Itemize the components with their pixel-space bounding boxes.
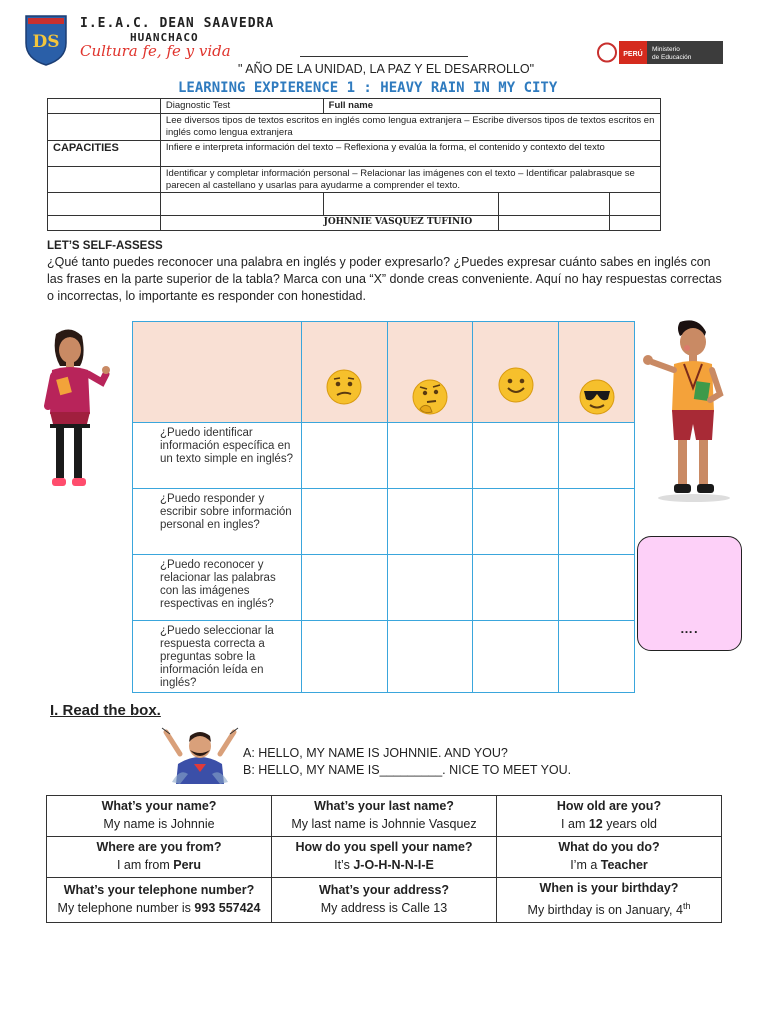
qa-answer-superscript: th <box>682 901 691 911</box>
qa-answer-text: I am <box>561 817 589 831</box>
self-answer-cell[interactable] <box>473 621 559 693</box>
qa-answer-text: My name is Johnnie <box>103 817 215 831</box>
qa-answer-text: I am from <box>116 858 174 872</box>
self-table-header-smile <box>473 322 559 423</box>
qa-answer-text: I’m a <box>570 858 601 872</box>
year-motto: " AÑO DE LA UNIDAD, LA PAZ Y EL DESARROLLO" <box>238 62 535 76</box>
self-answer-cell[interactable] <box>387 555 473 621</box>
qa-question: When is your birthday? <box>539 881 679 895</box>
gov-country: PERÚ <box>623 51 643 58</box>
teacher-avatar-illustration <box>160 724 240 784</box>
school-logo <box>22 13 70 67</box>
capacity-1: Lee diversos tipos de textos escritos en inglés como lengua extranjera – Escribe diversos tipos de textos escritos en inglés como lengua extranjera <box>160 113 660 140</box>
capacity-2: Infiere e interpreta información del texto – Reflexiona y evalúa la forma, el contenido y contexto del texto <box>160 140 660 166</box>
smiling-face-icon <box>498 367 534 403</box>
qa-cell <box>47 878 272 923</box>
self-answer-cell[interactable] <box>559 621 635 693</box>
info-cell-empty <box>48 193 161 216</box>
qa-answer-text: It’s <box>334 858 354 872</box>
info-cell-empty <box>499 216 610 230</box>
self-answer-cell[interactable] <box>387 621 473 693</box>
qa-answer-text: years old <box>602 817 657 831</box>
info-cell-empty <box>48 166 161 193</box>
speech-box <box>637 536 742 651</box>
qa-question: Where are you from? <box>96 840 222 854</box>
school-location: HUANCHACO <box>130 31 199 44</box>
info-cell-empty <box>610 216 661 230</box>
qa-cell <box>47 796 272 837</box>
dialog-line-b: B: HELLO, MY NAME IS_________. NICE TO MEET YOU. <box>243 763 572 777</box>
qa-answer-highlight: Teacher <box>600 858 648 872</box>
qa-cell <box>497 837 722 878</box>
info-cell-empty <box>323 193 499 216</box>
logo-initials: DS <box>32 32 60 52</box>
self-table-header-thinking <box>387 322 473 423</box>
qa-answer <box>501 856 717 874</box>
self-answer-cell[interactable] <box>301 555 387 621</box>
self-answer-cell[interactable] <box>559 423 635 489</box>
thinking-face-icon <box>412 379 448 415</box>
info-cell-empty <box>499 193 610 216</box>
self-question: ¿Puedo identificar información específica en un texto simple en inglés? <box>133 423 302 489</box>
section-title-read-box: I. Read the box. <box>50 702 161 719</box>
diagnostic-label: Diagnostic Test <box>160 99 323 114</box>
lesson-title: LEARNING EXPIERENCE 1 : HEAVY RAIN IN MY CITY <box>178 80 558 96</box>
sunglasses-face-icon <box>579 379 615 415</box>
worried-face-icon <box>326 369 362 405</box>
self-table-header-empty <box>133 322 302 423</box>
qa-answer-highlight: 993 557424 <box>194 901 261 916</box>
qa-answer <box>51 856 267 874</box>
qa-answer-highlight: J-O-H-N-N-I-E <box>353 858 434 872</box>
self-assess-instructions: ¿Qué tanto puedes reconocer una palabra en inglés y poder expresarlo? ¿Puedes expresar cuánto sabes en inglés con las frases en la parte superior de la tabla? Marca con una “X” donde creas conveniente. Aquí no hay respuestas correctas o incorrectas, lo importante es responder con honestidad. <box>47 255 722 303</box>
coat-of-arms-icon <box>598 44 616 62</box>
qa-answer-highlight: Peru <box>173 858 202 872</box>
capacity-3: Identificar y completar información personal – Relacionar las imágenes con el texto – Identificar palabrasque se parecen al castellano y usarlas para ayudarme a comprender el texto. <box>160 166 660 193</box>
qa-cell <box>272 796 497 837</box>
self-table-header-cool <box>559 322 635 423</box>
teacher-name: JOHNNIE VASQUEZ TUFINIO <box>160 216 498 230</box>
self-answer-cell[interactable] <box>559 489 635 555</box>
qa-question: What’s your address? <box>318 883 450 898</box>
self-answer-cell[interactable] <box>559 555 635 621</box>
qa-row <box>47 878 722 923</box>
full-name-label: Full name <box>323 99 660 114</box>
qa-answer <box>276 856 492 874</box>
qa-cell <box>497 796 722 837</box>
qa-answer-text: My telephone number is <box>57 901 195 916</box>
info-cell-empty <box>48 216 161 230</box>
gov-ministry-line1: Ministerio <box>652 46 680 53</box>
self-assessment-table <box>132 321 635 693</box>
capacities-label: CAPACITIES <box>48 140 161 166</box>
qa-answer-text: My birthday is on January, 4 <box>527 903 683 918</box>
self-table-header-worried <box>301 322 387 423</box>
school-motto: Cultura fe, fe y vida <box>80 42 231 60</box>
qa-answer <box>276 899 492 917</box>
self-answer-cell[interactable] <box>473 555 559 621</box>
info-cell-empty <box>48 113 161 140</box>
info-cell-empty <box>610 193 661 216</box>
school-name: I.E.A.C. DEAN SAAVEDRA <box>80 16 275 31</box>
girl-student-illustration <box>34 326 110 496</box>
gov-ministry-line2: de Educación <box>652 54 692 61</box>
self-answer-cell[interactable] <box>473 489 559 555</box>
qa-cell <box>272 837 497 878</box>
qa-row <box>47 837 722 878</box>
self-question: ¿Puedo seleccionar la respuesta correcta a preguntas sobre la información leída en inglés? <box>133 621 302 693</box>
dialog-line-a: A: HELLO, MY NAME IS JOHNNIE. AND YOU? <box>243 746 508 760</box>
self-question: ¿Puedo reconocer y relacionar las palabras con las imágenes respectivas en inglés? <box>133 555 302 621</box>
self-answer-cell[interactable] <box>387 423 473 489</box>
self-answer-cell[interactable] <box>301 621 387 693</box>
info-cell-empty <box>160 193 323 216</box>
qa-question: What’s your telephone number? <box>63 883 255 898</box>
qa-answer <box>501 815 717 833</box>
qa-answer-text: My address is Calle 13 <box>320 901 448 916</box>
qa-question: What’s your last name? <box>314 799 454 813</box>
self-answer-cell[interactable] <box>473 423 559 489</box>
info-cell-empty <box>48 99 161 114</box>
qa-question: What do you do? <box>558 840 660 854</box>
self-answer-cell[interactable] <box>301 489 387 555</box>
self-assess-title: LET’S SELF-ASSESS <box>47 240 163 252</box>
qa-answer <box>501 897 717 919</box>
qa-question: How do you spell your name? <box>295 840 473 854</box>
qa-answer-highlight: 12 <box>588 817 603 831</box>
qa-answer <box>276 815 492 833</box>
qa-row <box>47 796 722 837</box>
qa-cell <box>272 878 497 923</box>
qa-answer <box>51 899 267 917</box>
info-table <box>47 98 661 231</box>
self-answer-cell[interactable] <box>301 423 387 489</box>
qa-cell <box>497 878 722 923</box>
qa-answer <box>51 815 267 833</box>
qa-table <box>46 795 722 923</box>
boy-student-illustration <box>640 318 736 504</box>
speech-box-text: …. <box>680 621 699 636</box>
qa-cell <box>47 837 272 878</box>
government-logo <box>597 40 725 65</box>
self-answer-cell[interactable] <box>387 489 473 555</box>
qa-question: What’s your name? <box>101 799 217 813</box>
self-question: ¿Puedo responder y escribir sobre información personal en ingles? <box>133 489 302 555</box>
qa-question: How old are you? <box>556 799 662 813</box>
qa-answer-text: My last name is Johnnie Vasquez <box>291 817 477 831</box>
header-divider <box>300 56 468 57</box>
